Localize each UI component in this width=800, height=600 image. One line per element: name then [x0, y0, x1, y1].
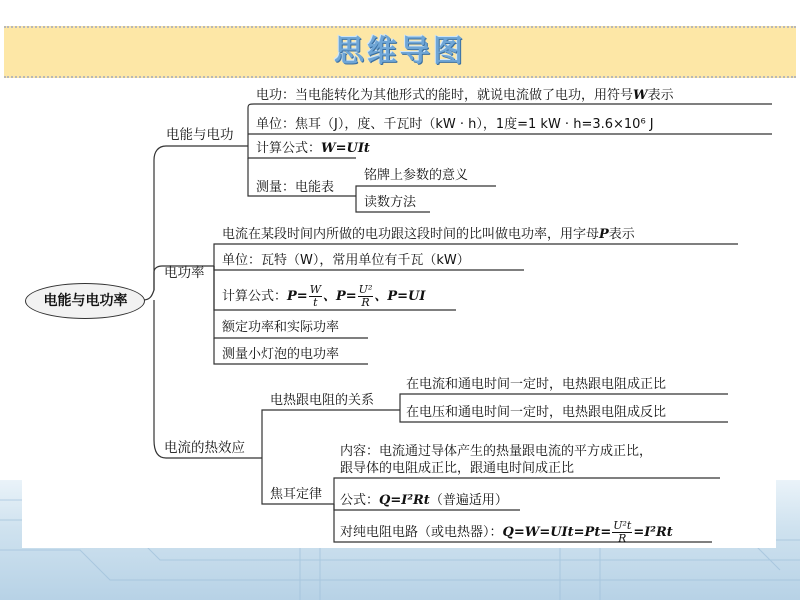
electric-power-definition: 电流在某段时间内所做的电功跟这段时间的比叫做电功率，用字母P表示	[222, 227, 635, 242]
pure-resistance-formula: 对纯电阻电路（或电热器）：Q=W=UIt=Pt= $\frac{\text{U²t}}{R}$ =I²Rt	[340, 519, 673, 545]
electric-power-unit: 单位：瓦特（W），常用单位有千瓦（kW）	[222, 253, 470, 268]
branch-heating-effect: 电流的热效应	[164, 440, 245, 456]
branch-electric-power: 电功率	[164, 265, 205, 281]
joule-law-content-line2: 跟导体的电阻成正比，跟通电时间成正比	[340, 461, 575, 476]
electric-power-formula: 计算公式：P= $\frac{W}{t}$ 、P= $\frac{\text{U²}}{R}$ 、P=UI	[222, 283, 426, 309]
branch-electric-energy-work: 电能与电功	[166, 127, 234, 143]
meter-reading-method: 读数方法	[364, 195, 417, 210]
joule-law-formula: 公式：Q=I²Rt（普遍适用）	[340, 493, 508, 508]
electric-work-measurement: 测量：电能表	[256, 180, 335, 195]
electric-work-formula: 计算公式：W=UIt	[256, 141, 370, 156]
meter-nameplate-meaning: 铭牌上参数的意义	[364, 168, 469, 183]
electric-work-unit: 单位：焦耳（J），度、千瓦时（kW · h），1度=1 kW · h=3.6×10⁶ J	[256, 117, 654, 132]
rated-and-actual-power: 额定功率和实际功率	[222, 320, 340, 335]
relation-inverse-proportion: 在电压和通电时间一定时，电热跟电阻成反比	[406, 405, 667, 420]
measure-bulb-power: 测量小灯泡的电功率	[222, 347, 340, 362]
relation-direct-proportion: 在电流和通电时间一定时，电热跟电阻成正比	[406, 377, 667, 392]
electric-work-definition: 电功：当电能转化为其他形式的能时，就说电流做了电功，用符号W表示	[256, 88, 674, 103]
page-title: 思维导图	[334, 34, 466, 69]
center-node-label: 电能与电功率	[43, 293, 128, 309]
joule-law-content-line1: 内容：电流通过导体产生的热量跟电流的平方成正比，	[340, 444, 653, 459]
heat-resistance-relation: 电热跟电阻的关系	[270, 393, 375, 408]
joule-law-label: 焦耳定律	[270, 487, 323, 502]
